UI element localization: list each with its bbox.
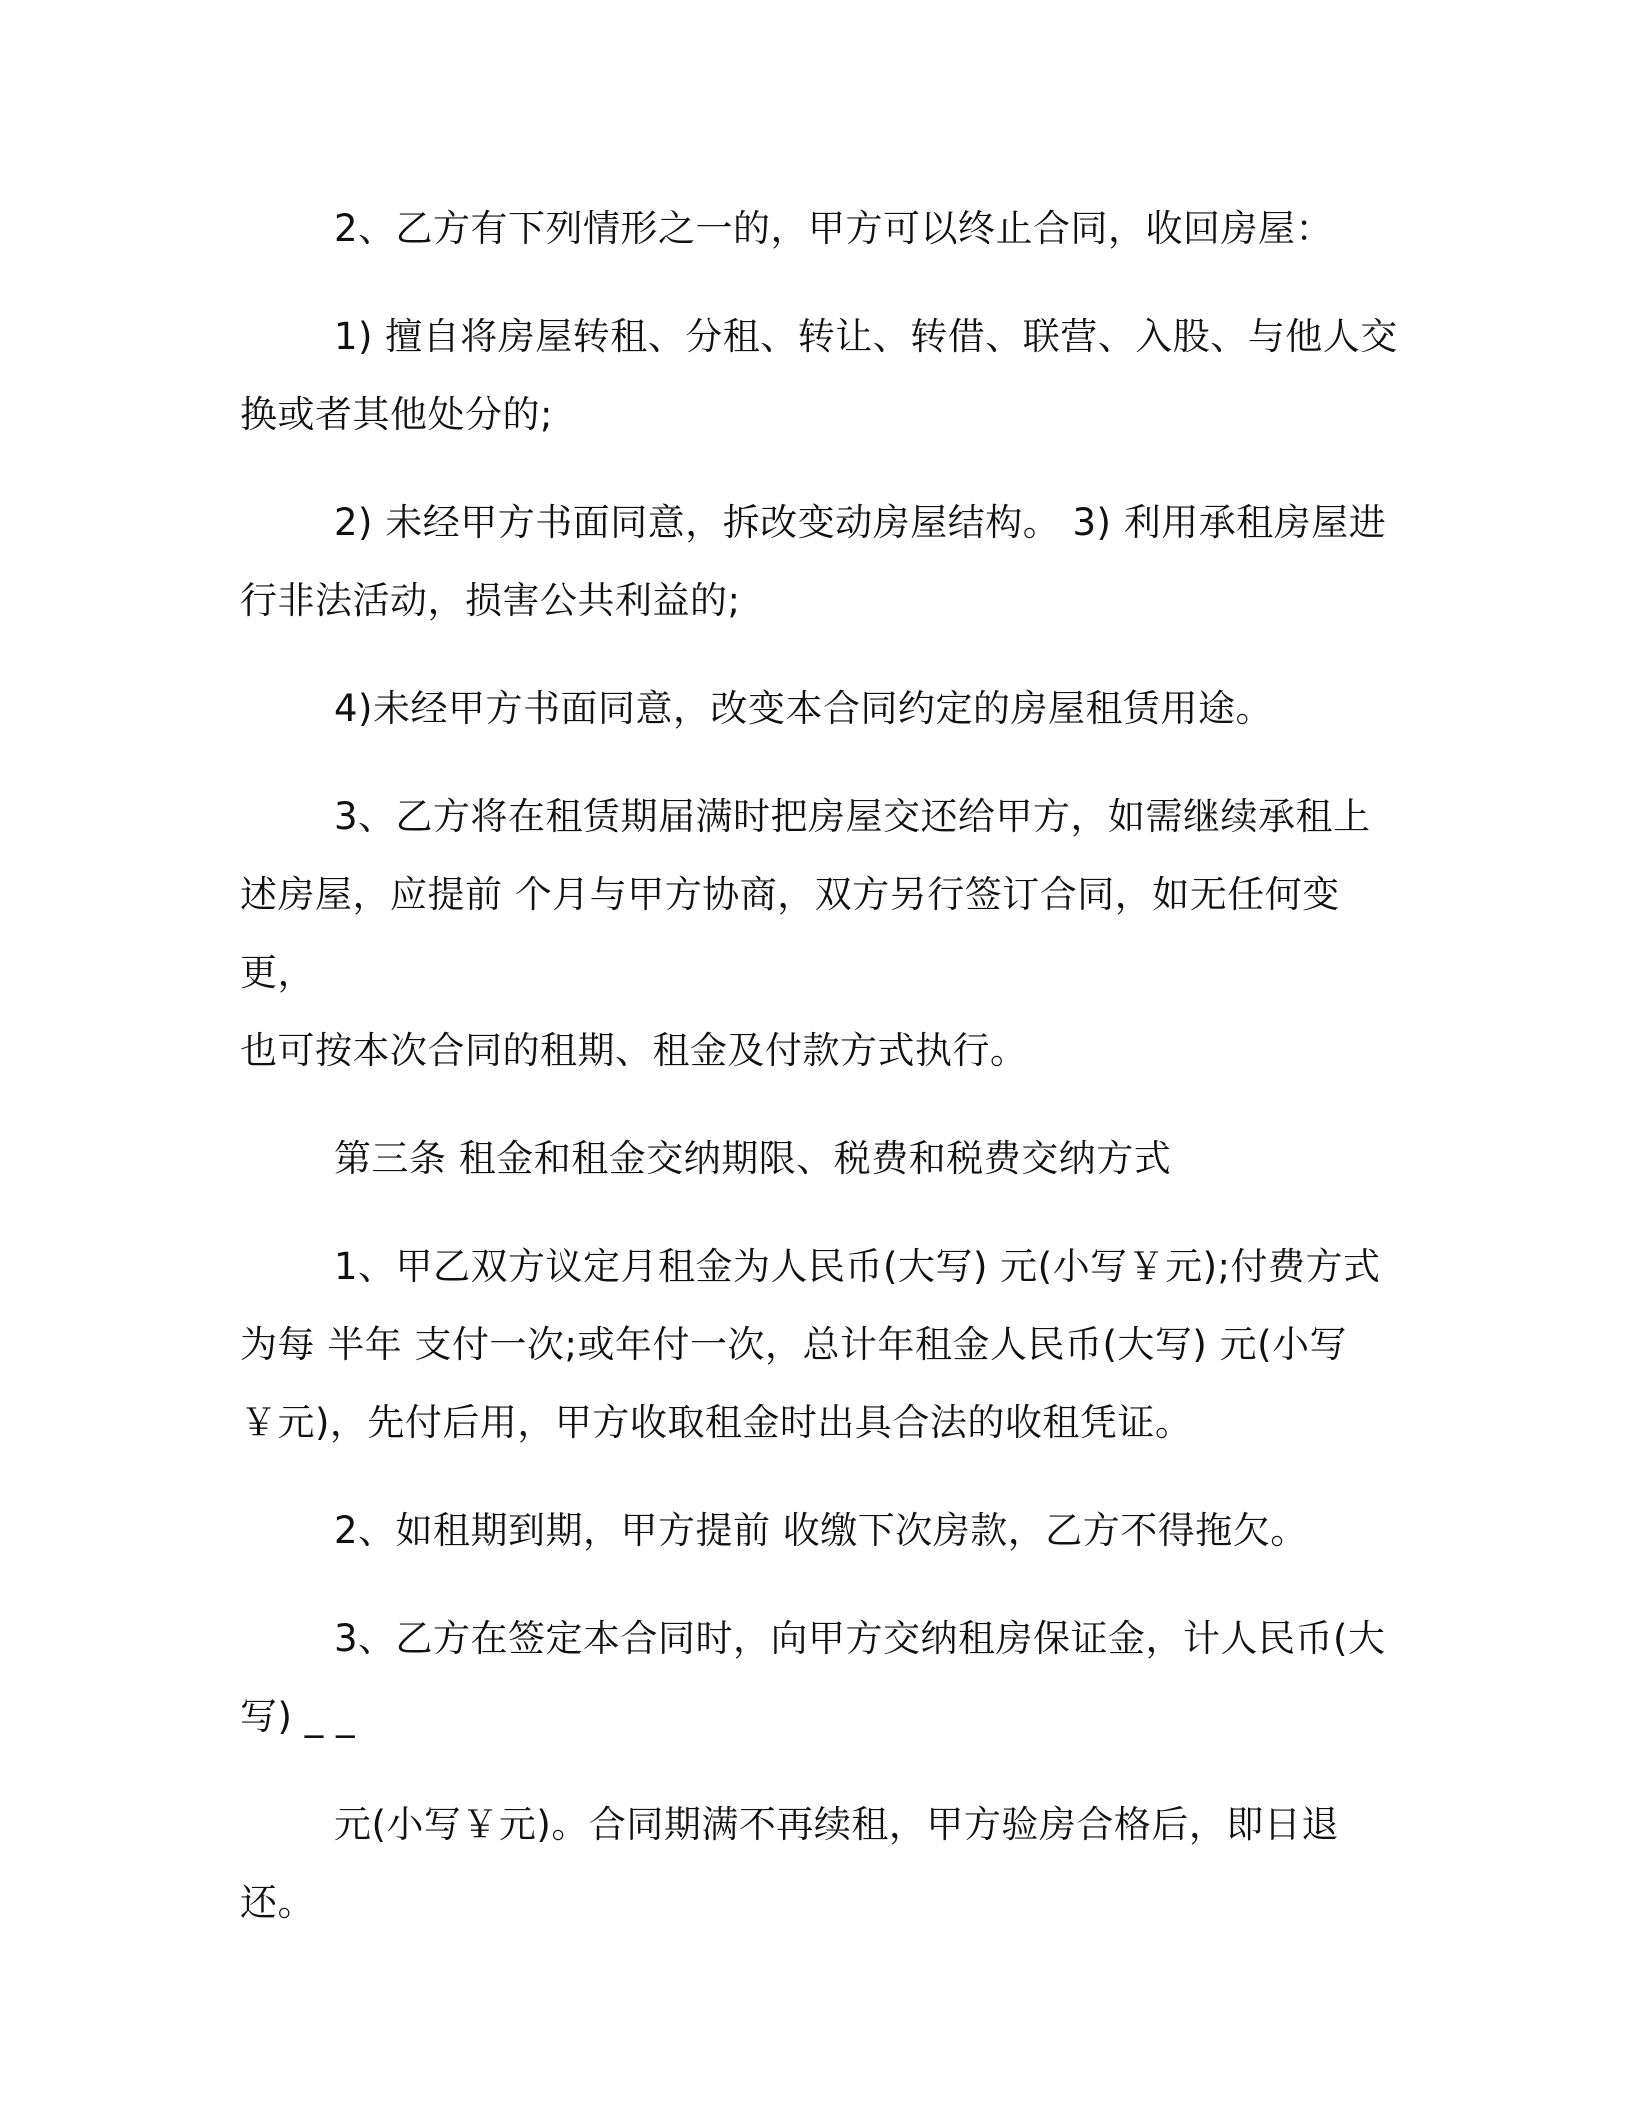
text-line: 也可按本次合同的租期、租金及付款方式执行。	[240, 1029, 1028, 1072]
text-line: 换或者其他处分的;	[240, 393, 553, 436]
text-line: 行非法活动，损害公共利益的;	[240, 579, 741, 622]
text-line: 元(小写￥元)。合同期满不再续租，甲方验房合格后，即日退还。	[240, 1803, 1339, 1924]
text-line: 2) 未经甲方书面同意，拆改变动房屋结构。 3) 利用承租房屋进	[334, 501, 1387, 544]
clause-paragraph	[240, 1786, 1400, 1942]
text-line: 3、乙方将在租赁期届满时把房屋交还给甲方，如需继续承租上	[334, 795, 1371, 838]
text-line: 写) _ _	[240, 1695, 355, 1738]
clause-paragraph	[240, 1600, 1400, 1756]
clause-paragraph	[240, 1228, 1400, 1462]
text-line: 4)未经甲方书面同意，改变本合同约定的房屋租赁用途。	[334, 687, 1273, 730]
section-heading	[240, 1120, 1400, 1198]
clause-paragraph	[240, 1492, 1400, 1570]
text-line: 为每 半年 支付一次;或年付一次，总计年租金人民币(大写) 元(小写	[240, 1323, 1348, 1366]
clause-paragraph	[240, 778, 1400, 1090]
clause-paragraph	[240, 484, 1400, 640]
text-line: 述房屋，应提前 个月与甲方协商，双方另行签订合同，如无任何变更，	[240, 873, 1340, 994]
clause-paragraph	[240, 190, 1400, 268]
clause-paragraph	[240, 298, 1400, 454]
text-line: 2、如租期到期，甲方提前 收缴下次房款，乙方不得拖欠。	[334, 1509, 1308, 1552]
text-line: 1、甲乙双方议定月租金为人民币(大写) 元(小写￥元);付费方式	[334, 1245, 1381, 1288]
text-line: ￥元)，先付后用，甲方收取租金时出具合法的收租凭证。	[240, 1401, 1193, 1444]
text-line: 1) 擅自将房屋转租、分租、转让、转借、联营、入股、与他人交	[334, 315, 1398, 358]
clause-paragraph	[240, 670, 1400, 748]
text-line: 第三条 租金和租金交纳期限、税费和税费交纳方式	[334, 1137, 1172, 1180]
text-line: 3、乙方在签定本合同时，向甲方交纳租房保证金，计人民币(大	[334, 1617, 1386, 1660]
text-line: 2、乙方有下列情形之一的，甲方可以终止合同，收回房屋：	[334, 207, 1334, 250]
document-body	[240, 190, 1400, 1972]
